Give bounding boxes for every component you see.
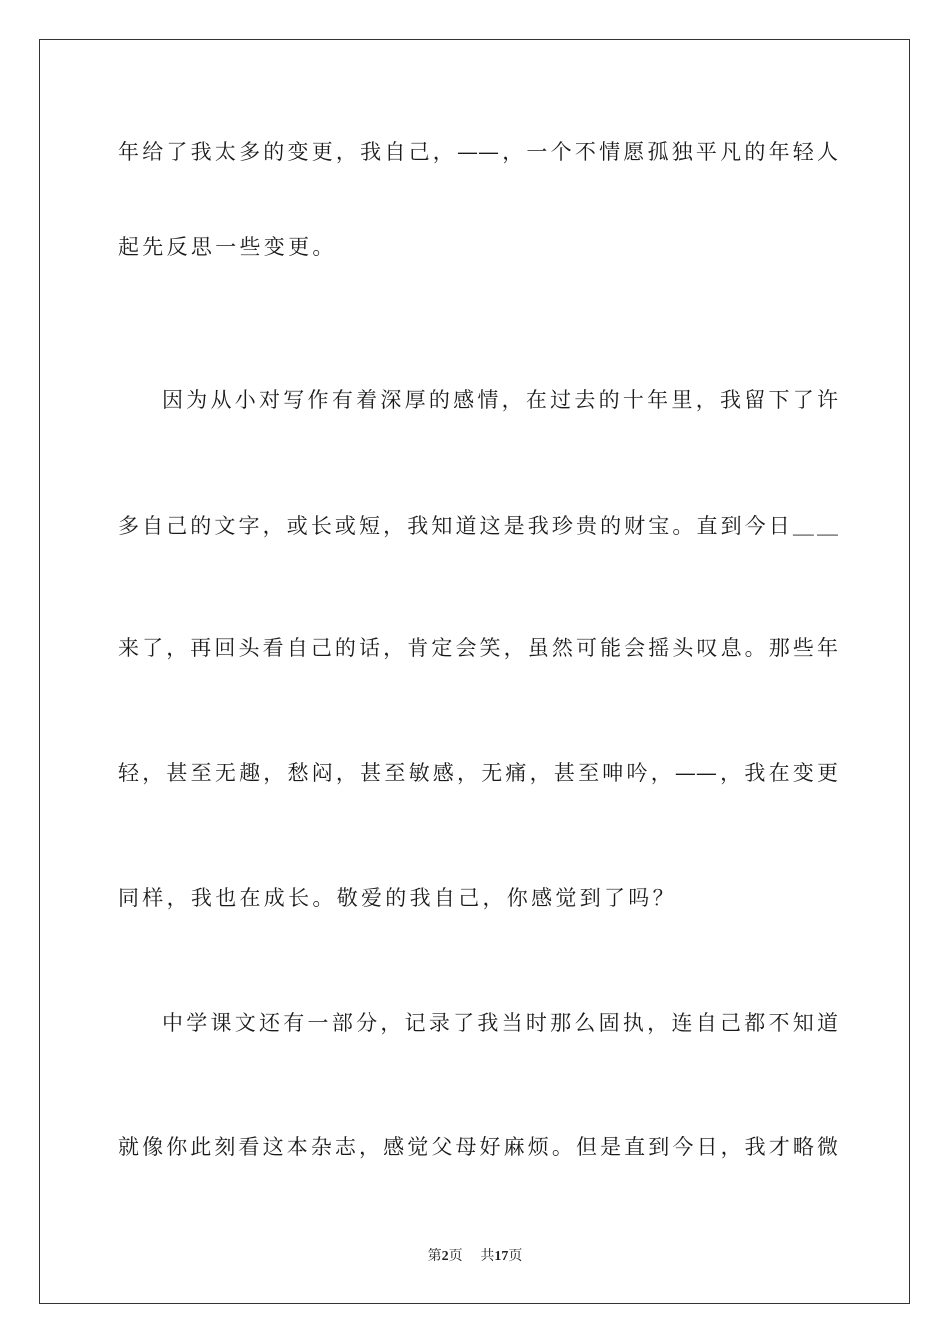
body-line-4: 多自己的文字，或长或短，我知道这是我珍贵的财宝。直到今日＿＿ bbox=[118, 514, 838, 538]
body-line-2: 起先反思一些变更。 bbox=[118, 235, 337, 259]
body-line-8: 中学课文还有一部分，记录了我当时那么固执，连自己都不知道 bbox=[162, 1011, 838, 1035]
body-line-9: 就像你此刻看这本杂志，感觉父母好麻烦。但是直到今日，我才略微 bbox=[118, 1135, 838, 1159]
body-line-1: 年给了我太多的变更，我自己，——，一个不情愿孤独平凡的年轻人 bbox=[118, 140, 838, 164]
footer-page-number: 2 bbox=[441, 1249, 449, 1264]
body-line-5: 来了，再回头看自己的话，肯定会笑，虽然可能会摇头叹息。那些年 bbox=[118, 636, 838, 660]
footer-total-suffix: 页 bbox=[508, 1248, 523, 1264]
page-footer bbox=[0, 1246, 950, 1267]
body-line-6: 轻，甚至无趣，愁闷，甚至敏感，无痛，甚至呻吟，——，我在变更 bbox=[118, 761, 838, 785]
footer-page-suffix: 页 bbox=[448, 1248, 463, 1264]
footer-total-pages: 17 bbox=[494, 1249, 509, 1264]
footer-page-prefix: 第 bbox=[427, 1248, 442, 1264]
footer-total-prefix: 共 bbox=[480, 1248, 495, 1264]
body-line-3: 因为从小对写作有着深厚的感情，在过去的十年里，我留下了许 bbox=[162, 388, 838, 412]
body-line-7: 同样，我也在成长。敬爱的我自己，你感觉到了吗？ bbox=[118, 886, 677, 910]
